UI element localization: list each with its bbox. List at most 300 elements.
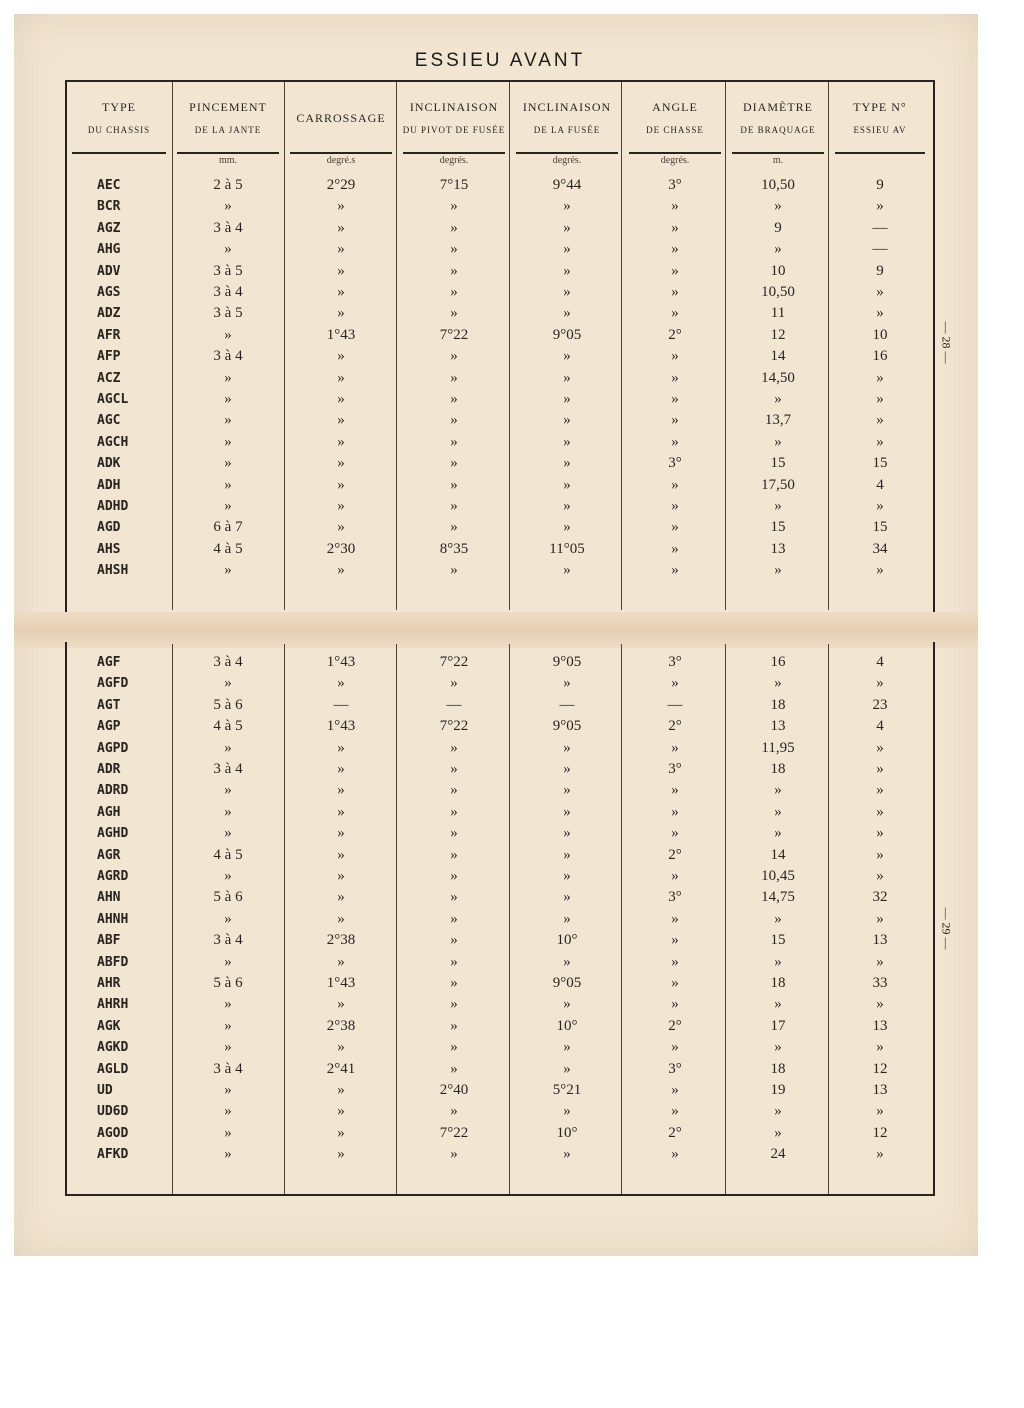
table-row [0, 453, 1024, 474]
table-cell: » [563, 305, 571, 322]
table-cell: 18 [770, 696, 786, 713]
column-header-label: INCLINAISON [409, 100, 499, 114]
table-cell: » [876, 1103, 884, 1120]
table-cell: » [337, 803, 345, 820]
table-cell: » [563, 739, 571, 756]
table-cell: » [337, 761, 345, 777]
table-row [0, 973, 1024, 994]
table-cell: » [876, 868, 884, 884]
table-cell: » [563, 284, 571, 300]
table-cell: » [671, 782, 679, 799]
table-cell: » [224, 1039, 232, 1056]
table-cell: » [450, 262, 458, 279]
table-cell: » [337, 498, 345, 514]
table-cell: — [872, 219, 888, 236]
table-cell: 2° [668, 846, 682, 863]
table-cell: 18 [770, 975, 786, 991]
chassis-type-cell: AFKD [97, 1147, 129, 1163]
table-cell: » [671, 996, 679, 1013]
table-cell: 1°43 [326, 326, 356, 343]
table-cell: » [774, 953, 782, 970]
table-cell: 13 [872, 1082, 888, 1098]
chassis-type-cell: UD [97, 1083, 113, 1098]
chassis-type-cell: AGOD [97, 1125, 129, 1141]
table-cell: 1°43 [326, 654, 356, 670]
table-row [0, 282, 1024, 303]
table-cell: » [450, 782, 458, 799]
table-cell: » [876, 761, 884, 777]
table-row [0, 1123, 1024, 1144]
table-cell: 32 [872, 889, 888, 906]
table-row [0, 517, 1024, 538]
table-cell: » [337, 846, 345, 863]
table-cell: » [450, 284, 458, 300]
table-cell: » [337, 391, 345, 407]
table-cell: » [671, 241, 679, 258]
table-cell: » [563, 1039, 571, 1056]
column-unit: degrés. [660, 155, 690, 166]
table-cell: 17 [770, 1017, 786, 1034]
column-unit: m. [772, 155, 784, 166]
table-cell: 9°44 [552, 177, 582, 193]
table-cell: » [450, 455, 458, 472]
chassis-type-cell: AGFD [97, 676, 129, 692]
table-cell: » [224, 868, 232, 884]
table-cell: » [671, 262, 679, 279]
chassis-type-cell: UD6D [97, 1104, 129, 1120]
table-cell: 9°05 [552, 654, 582, 670]
column-header-sublabel: ESSIEU AV [853, 125, 907, 135]
table-cell: 34 [872, 540, 888, 557]
chassis-type-cell: AGF [97, 655, 121, 670]
table-cell: » [876, 996, 884, 1013]
chassis-type-cell: AGC [97, 413, 121, 429]
table-cell: 9°05 [552, 975, 582, 991]
table-cell: 3° [668, 654, 682, 670]
table-cell: » [671, 803, 679, 820]
table-cell: 7°22 [439, 1124, 469, 1141]
table-cell: — [559, 696, 575, 713]
table-cell: » [450, 975, 458, 991]
table-cell: 12 [770, 326, 786, 343]
table-cell: 2° [668, 1124, 682, 1141]
table-cell: 4 [876, 718, 884, 735]
table-cell: » [671, 675, 679, 692]
table-cell: 19 [770, 1082, 786, 1098]
table-cell: » [563, 262, 571, 279]
chassis-type-cell: ADRD [97, 783, 129, 799]
table-cell: » [671, 932, 679, 949]
table-cell: » [337, 1103, 345, 1120]
table-row [0, 560, 1024, 581]
chassis-type-cell: BCR [97, 199, 121, 215]
table-cell: » [337, 1039, 345, 1056]
table-row [0, 1037, 1024, 1058]
table-cell: » [671, 412, 679, 429]
table-row [0, 652, 1024, 673]
table-cell: 14 [770, 348, 786, 365]
table-cell: 5°21 [552, 1082, 582, 1098]
table-cell: » [337, 198, 345, 215]
table-cell: » [876, 825, 884, 842]
table-cell: 2°41 [326, 1060, 356, 1077]
table-cell: » [774, 803, 782, 820]
table-cell: » [876, 284, 884, 300]
table-cell: 10° [556, 1124, 578, 1141]
table-row [0, 325, 1024, 346]
column-header-sublabel: DU CHASSIS [87, 125, 151, 135]
column-unit: degré.s [326, 155, 356, 166]
table-row [0, 261, 1024, 282]
chassis-type-cell: AHS [97, 541, 121, 557]
table-cell: » [876, 433, 884, 450]
column-unit: degrés. [439, 155, 469, 166]
table-cell: » [774, 675, 782, 692]
header-underline [835, 152, 925, 154]
table-row [0, 1101, 1024, 1122]
table-cell: » [671, 433, 679, 450]
page-number-28: — 28 — [939, 321, 954, 364]
column-header-label: PINCEMENT [189, 100, 267, 114]
table-cell: » [876, 953, 884, 970]
chassis-type-cell: ADK [97, 456, 121, 472]
table-cell: 2° [668, 326, 682, 343]
table-cell: 15 [770, 455, 786, 472]
column-header-sublabel: DU PIVOT DE FUSÉE [402, 125, 506, 135]
table-cell: 12 [872, 1124, 888, 1141]
table-cell: » [671, 198, 679, 215]
table-cell: » [671, 1146, 679, 1163]
table-cell: — [333, 696, 349, 713]
table-cell: 14,75 [761, 889, 795, 906]
table-cell: 2°38 [326, 1017, 356, 1034]
column-header-label: INCLINAISON [522, 100, 612, 114]
table-cell: 7°15 [439, 177, 469, 193]
table-cell: » [450, 739, 458, 756]
table-cell: 9 [876, 262, 884, 279]
table-cell: » [563, 1146, 571, 1163]
table-cell: » [774, 1124, 782, 1141]
table-cell: » [337, 825, 345, 842]
table-cell: » [876, 412, 884, 429]
table-row [0, 673, 1024, 694]
table-cell: 7°22 [439, 718, 469, 735]
table-cell: » [337, 262, 345, 279]
table-cell: » [450, 498, 458, 514]
table-cell: » [876, 846, 884, 863]
table-cell: » [224, 369, 232, 386]
table-cell: » [876, 498, 884, 514]
table-cell: » [337, 305, 345, 322]
table-cell: » [563, 412, 571, 429]
table-cell: » [671, 910, 679, 927]
table-cell: » [876, 675, 884, 692]
column-header-label: ANGLE [652, 100, 698, 114]
table-cell: 4 à 5 [213, 846, 243, 863]
table-cell: 13 [770, 718, 786, 735]
table-row [0, 196, 1024, 217]
table-cell: » [671, 1103, 679, 1120]
table-cell: » [563, 910, 571, 927]
table-cell: » [337, 219, 345, 236]
table-cell: » [671, 1082, 679, 1098]
table-cell: » [563, 241, 571, 258]
table-cell: 3 à 4 [213, 219, 243, 236]
chassis-type-cell: AGH [97, 804, 121, 820]
table-cell: 13 [770, 540, 786, 557]
table-cell: 11°05 [549, 540, 585, 557]
header-underline [732, 152, 824, 154]
table-cell: 5 à 6 [213, 696, 243, 713]
table-cell: » [450, 476, 458, 493]
table-cell: » [671, 739, 679, 756]
chassis-type-cell: AGZ [97, 220, 121, 236]
page-title: ESSIEU AVANT [414, 50, 586, 71]
table-cell: » [450, 868, 458, 884]
table-row [0, 496, 1024, 517]
chassis-type-cell: AGHD [97, 826, 129, 842]
chassis-type-cell: AGPD [97, 740, 129, 756]
table-cell: » [563, 996, 571, 1013]
table-cell: » [563, 498, 571, 514]
table-cell: » [563, 761, 571, 777]
chassis-type-cell: AGP [97, 719, 121, 735]
table-row [0, 695, 1024, 716]
table-cell: 7°22 [439, 326, 469, 343]
chassis-type-cell: ADR [97, 762, 121, 777]
table-row [0, 823, 1024, 844]
table-cell: » [671, 868, 679, 884]
table-cell: » [671, 284, 679, 300]
table-cell: » [671, 305, 679, 322]
table-cell: 3 à 4 [213, 348, 243, 365]
table-cell: » [450, 675, 458, 692]
table-cell: 2°30 [326, 540, 356, 557]
table-row [0, 780, 1024, 801]
table-cell: 24 [770, 1146, 786, 1163]
table-cell: 9°05 [552, 718, 582, 735]
table-cell: » [876, 305, 884, 322]
table-cell: » [563, 868, 571, 884]
table-cell: » [224, 562, 232, 579]
table-cell: » [450, 1060, 458, 1077]
table-row [0, 1059, 1024, 1080]
table-cell: » [450, 932, 458, 949]
table-cell: 3° [668, 761, 682, 777]
table-cell: » [224, 433, 232, 450]
table-cell: » [224, 825, 232, 842]
column-unit: degrés. [552, 155, 582, 166]
table-cell: » [450, 412, 458, 429]
table-cell: » [563, 198, 571, 215]
table-row [0, 475, 1024, 496]
table-cell: » [450, 846, 458, 863]
header-underline [403, 152, 505, 154]
table-row [0, 887, 1024, 908]
table-cell: » [876, 391, 884, 407]
table-cell: » [450, 889, 458, 906]
table-cell: 15 [872, 519, 888, 536]
table-cell: » [671, 953, 679, 970]
chassis-type-cell: AGCL [97, 392, 129, 407]
chassis-type-cell: ADHD [97, 499, 129, 514]
chassis-type-cell: AHRH [97, 997, 129, 1013]
table-cell: » [337, 1146, 345, 1163]
table-row [0, 389, 1024, 410]
column-header-sublabel: DE BRAQUAGE [740, 125, 816, 135]
table-cell: — [872, 241, 888, 258]
table-row [0, 845, 1024, 866]
table-cell: » [337, 519, 345, 536]
table-cell: » [224, 455, 232, 472]
chassis-type-cell: ABFD [97, 954, 129, 970]
table-cell: 6 à 7 [213, 519, 243, 536]
header-underline [290, 152, 392, 154]
table-cell: 10,45 [761, 868, 795, 884]
table-cell: » [563, 1103, 571, 1120]
table-cell: » [224, 241, 232, 258]
table-cell: 10 [770, 262, 786, 279]
table-cell: » [337, 868, 345, 884]
table-cell: 13 [872, 1017, 888, 1034]
table-cell: 15 [770, 519, 786, 536]
table-cell: 3 à 5 [213, 305, 243, 322]
table-cell: » [563, 803, 571, 820]
column-header-sublabel: DE LA JANTE [194, 125, 262, 135]
table-cell: » [450, 519, 458, 536]
table-cell: 16 [872, 348, 888, 365]
table-cell: » [563, 846, 571, 863]
table-row [0, 432, 1024, 453]
table-cell: » [224, 476, 232, 493]
table-cell: 3 à 4 [213, 284, 243, 300]
table-cell: » [671, 825, 679, 842]
table-cell: » [224, 391, 232, 407]
table-cell: » [671, 348, 679, 365]
table-cell: 17,50 [761, 476, 795, 493]
table-row [0, 738, 1024, 759]
table-cell: » [774, 198, 782, 215]
table-cell: » [337, 675, 345, 692]
table-cell: » [671, 391, 679, 407]
table-cell: 11 [770, 305, 786, 322]
table-cell: » [337, 910, 345, 927]
table-cell: » [774, 498, 782, 514]
table-row [0, 239, 1024, 260]
table-cell: 4 à 5 [213, 540, 243, 557]
table-row [0, 716, 1024, 737]
column-header-label: CARROSSAGE [296, 111, 386, 125]
chassis-type-cell: AGKD [97, 1040, 129, 1056]
table-cell: » [337, 412, 345, 429]
header-underline [516, 152, 618, 154]
table-cell: » [563, 1060, 571, 1077]
table-cell: 12 [872, 1060, 888, 1077]
table-cell: » [224, 675, 232, 692]
table-cell: » [774, 562, 782, 579]
table-cell: 10,50 [761, 177, 795, 193]
table-cell: » [224, 996, 232, 1013]
table-cell: 3° [668, 1060, 682, 1077]
chassis-type-cell: AHSH [97, 563, 129, 579]
table-cell: 3 à 4 [213, 654, 243, 670]
page-number-29: — 29 — [939, 907, 954, 950]
table-cell: » [337, 455, 345, 472]
column-unit: mm. [218, 155, 238, 166]
table-cell: » [774, 910, 782, 927]
table-cell: » [563, 562, 571, 579]
table-cell: » [563, 219, 571, 236]
table-cell: » [774, 433, 782, 450]
table-cell: 9 [774, 219, 782, 236]
table-cell: » [563, 433, 571, 450]
table-cell: » [450, 910, 458, 927]
table-cell: 9 [876, 177, 884, 193]
chassis-type-cell: AEC [97, 178, 121, 193]
table-row [0, 759, 1024, 780]
table-cell: » [450, 348, 458, 365]
table-cell: 1°43 [326, 718, 356, 735]
table-cell: 3 à 4 [213, 932, 243, 949]
table-cell: » [337, 953, 345, 970]
table-cell: 9°05 [552, 326, 582, 343]
table-cell: 23 [872, 696, 888, 713]
table-cell: 2°29 [326, 177, 356, 193]
table-cell: » [671, 219, 679, 236]
table-cell: 8°35 [439, 540, 469, 557]
table-cell: » [337, 348, 345, 365]
table-cell: » [671, 498, 679, 514]
table-cell: » [774, 996, 782, 1013]
table-cell: » [450, 996, 458, 1013]
table-cell: » [876, 803, 884, 820]
table-cell: 2° [668, 718, 682, 735]
table-cell: » [876, 782, 884, 799]
table-cell: » [774, 241, 782, 258]
column-header-sublabel: DE LA FUSÉE [533, 125, 601, 135]
column-header-label: TYPE [102, 100, 136, 114]
table-cell: » [671, 519, 679, 536]
table-cell: » [671, 540, 679, 557]
table-cell: » [876, 562, 884, 579]
table-cell: 3° [668, 177, 682, 193]
table-row [0, 175, 1024, 196]
table-row [0, 410, 1024, 431]
table-cell: » [224, 1103, 232, 1120]
chassis-type-cell: AGT [97, 697, 121, 713]
table-cell: 7°22 [439, 654, 469, 670]
table-cell: » [563, 953, 571, 970]
table-cell: » [450, 1146, 458, 1163]
chassis-type-cell: AGR [97, 847, 121, 863]
table-row [0, 303, 1024, 324]
header-underline [72, 152, 166, 154]
table-cell: » [224, 326, 232, 343]
table-row [0, 930, 1024, 951]
table-cell: » [337, 1124, 345, 1141]
chassis-type-cell: AGCH [97, 434, 129, 450]
table-cell: 14,50 [761, 369, 795, 386]
table-cell: » [450, 562, 458, 579]
column-header-label: DIAMÈTRE [743, 100, 813, 114]
table-cell: » [563, 675, 571, 692]
table-cell: 10° [556, 932, 578, 949]
header-underline [177, 152, 279, 154]
table-cell: » [774, 1039, 782, 1056]
table-cell: » [563, 825, 571, 842]
table-cell: 5 à 6 [213, 975, 243, 991]
table-cell: » [563, 455, 571, 472]
